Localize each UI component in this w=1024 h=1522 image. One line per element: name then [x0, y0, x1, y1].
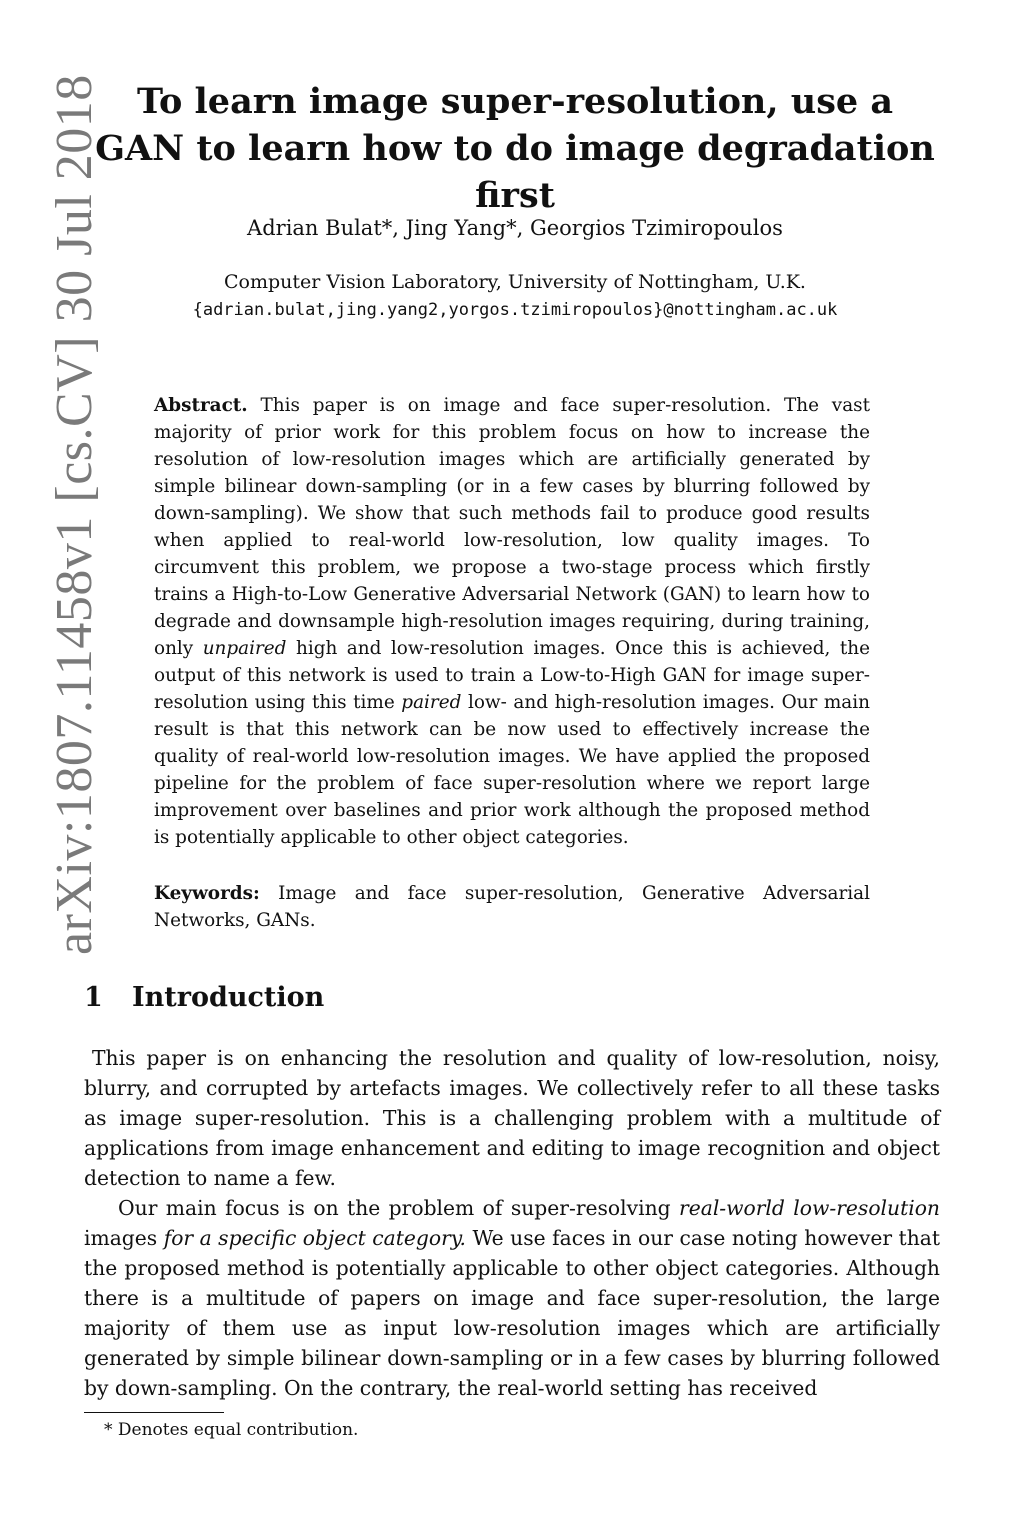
intro-p2-text-2: images [84, 1226, 158, 1250]
keywords-label: Keywords: [154, 883, 260, 904]
footnote: * Denotes equal contribution. [104, 1420, 359, 1440]
introduction-body [84, 1043, 940, 1403]
section-number: 1 [84, 982, 103, 1013]
affiliation-block [90, 268, 940, 324]
intro-paragraph-2 [84, 1193, 940, 1403]
intro-p2-text-1: Our main focus is on the problem of super-resolving [118, 1196, 671, 1220]
affiliation-text: Computer Vision Laboratory, University of Nottingham, U.K. [224, 271, 806, 293]
intro-p2-emphasis-2: for a specific object category. [163, 1226, 466, 1250]
author-emails: {adrian.bulat,jing.yang2,yorgos.tzimiropoulos}@nottingham.ac.uk [192, 300, 838, 320]
intro-p2-emphasis-1: real-world low-resolution [679, 1196, 940, 1220]
keywords [154, 880, 870, 934]
abstract-emphasis-unpaired: unpaired [202, 638, 287, 659]
abstract-text-part-3: low- and high-resolution images. Our main result is that this network can be now used to effectively increase the quality of real-world low-resolution images. We have applied the proposed pipeline for the problem of face super-resolution where we report large improvement over baselines and prior work although the proposed method is potentially applicable to other object categories. [154, 692, 870, 848]
abstract-label: Abstract. [154, 395, 248, 416]
abstract-emphasis-paired: paired [401, 692, 462, 713]
intro-paragraph-1: This paper is on enhancing the resolution and quality of low-resolution, noisy, blurry, and corrupted by artefacts images. We collectively refer to all these tasks as image super-resolution. This is a challenging problem with a multitude of applications from image enhancement and editing to image recognition and object detection to name a few. [84, 1046, 940, 1190]
abstract-text-part-2: high and low-resolution images. Once this is achieved, the output of this network is used to train a Low-to-High GAN for image super-resolution using this time [154, 638, 870, 713]
author-list: Adrian Bulat*, Jing Yang*, Georgios Tzimiropoulos [247, 216, 783, 240]
intro-p2-text-3: We use faces in our case noting however that the proposed method is potentially applicable to other object categories. Although there is a multitude of papers on image and face super-resolution, the large majority of them use as input low-resolution images which are artificially generated by simple bilinear down-sampling or in a few cases by blurring followed by down-sampling. On the contrary, the real-world setting has received [84, 1226, 941, 1400]
abstract [154, 392, 870, 851]
arxiv-identifier: arXiv:1807.11458v1 [cs.CV] 30 Jul 2018 [46, 74, 103, 955]
keywords-text: Image and face super-resolution, Generative Adversarial Networks, GANs. [154, 883, 870, 931]
paper-title: To learn image super-resolution, use a GAN to learn how to do image degradation first [95, 81, 935, 216]
section-title: Introduction [132, 982, 325, 1013]
abstract-text-part-1: This paper is on image and face super-resolution. The vast majority of prior work for this problem focus on how to increase the resolution of low-resolution images which are artificially generated by simple bilinear down-sampling (or in a few cases by blurring followed by down-sampling). We show that such methods fail to produce good results when applied to real-world low-resolution, low quality images. To circumvent this problem, we propose a two-stage process which firstly trains a High-to-Low Generative Adversarial Network (GAN) to learn how to degrade and downsample high-resolution images requiring, during training, only [154, 395, 870, 659]
section-heading-introduction [84, 982, 324, 1013]
footnote-divider [84, 1412, 224, 1413]
